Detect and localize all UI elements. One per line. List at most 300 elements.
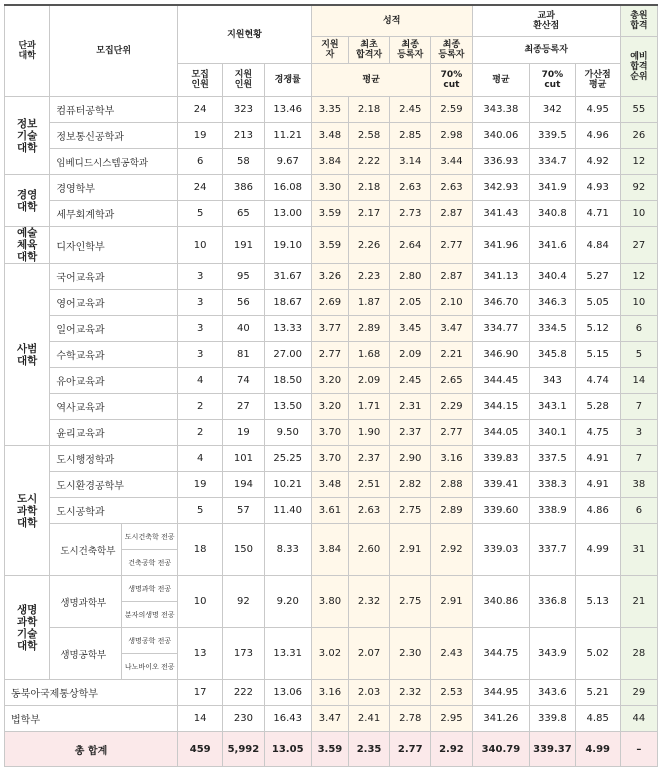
cell-quota: 19 [178, 123, 223, 149]
cell-g1: 2.77 [311, 342, 348, 368]
unit-name: 수학교육과 [50, 342, 178, 368]
cell-g4: 2.21 [431, 342, 472, 368]
cell-quota: 3 [178, 290, 223, 316]
cell-g2: 1.71 [348, 394, 389, 420]
cell-g2: 2.18 [348, 175, 389, 201]
cell-applicants: 323 [223, 97, 264, 123]
cell-g1: 3.70 [311, 420, 348, 446]
cell-g3: 2.31 [390, 394, 431, 420]
table-row [5, 149, 658, 175]
college-cell: 생명 과학 기술 대학 [5, 576, 50, 680]
cell-c1: 339.60 [472, 498, 530, 524]
cell-r: 28 [620, 628, 657, 680]
cell-comp: 25.25 [264, 446, 311, 472]
cell-g2: 2.22 [348, 149, 389, 175]
header-applicant: 지원 자 [311, 37, 348, 64]
cell-g4: 2.77 [431, 420, 472, 446]
cell-quota: 3 [178, 316, 223, 342]
cell-c3: 4.85 [575, 706, 620, 732]
unit-name: 동북아국제통상학부 [5, 680, 178, 706]
cell-g2: 1.90 [348, 420, 389, 446]
cell-c1: 344.95 [472, 680, 530, 706]
cell-r: 12 [620, 149, 657, 175]
track-name: 분자의생명 전공 [122, 602, 178, 628]
cell-c2: 340.1 [530, 420, 575, 446]
cell-applicants: 92 [223, 576, 264, 628]
table-row [5, 628, 658, 654]
unit-name: 일어교육과 [50, 316, 178, 342]
table-row [5, 576, 658, 602]
header-final-reg: 최종 등록자 [390, 37, 431, 64]
table-row [5, 498, 658, 524]
cell-g2: 2.51 [348, 472, 389, 498]
cell-g4: 2.92 [431, 524, 472, 576]
total-applicants: 5,992 [223, 732, 264, 767]
cell-applicants: 173 [223, 628, 264, 680]
cell-g1: 3.20 [311, 368, 348, 394]
table-row [5, 175, 658, 201]
cell-c1: 341.96 [472, 227, 530, 264]
cell-applicants: 27 [223, 394, 264, 420]
cell-c3: 4.99 [575, 524, 620, 576]
unit-name: 컴퓨터공학부 [50, 97, 178, 123]
header-grade-avg: 평균 [311, 64, 430, 97]
total-r: – [620, 732, 657, 767]
header-applicants-group: 지원현황 [178, 5, 312, 64]
cell-c3: 5.28 [575, 394, 620, 420]
cell-applicants: 230 [223, 706, 264, 732]
cell-g1: 3.77 [311, 316, 348, 342]
track-name: 건축공학 전공 [122, 550, 178, 576]
cell-g4: 2.10 [431, 290, 472, 316]
cell-c3: 4.93 [575, 175, 620, 201]
cell-comp: 9.20 [264, 576, 311, 628]
cell-applicants: 81 [223, 342, 264, 368]
cell-c3: 5.27 [575, 264, 620, 290]
header-conv-cut70: 70% cut [530, 64, 575, 97]
cell-comp: 19.10 [264, 227, 311, 264]
cell-g4: 2.87 [431, 201, 472, 227]
cell-g1: 3.70 [311, 446, 348, 472]
cell-quota: 10 [178, 227, 223, 264]
cell-c2: 337.7 [530, 524, 575, 576]
cell-r: 26 [620, 123, 657, 149]
cell-comp: 18.50 [264, 368, 311, 394]
cell-g1: 3.48 [311, 472, 348, 498]
cell-g3: 2.80 [390, 264, 431, 290]
cell-g2: 2.23 [348, 264, 389, 290]
cell-c1: 339.83 [472, 446, 530, 472]
cell-applicants: 95 [223, 264, 264, 290]
cell-applicants: 74 [223, 368, 264, 394]
cell-c2: 339.5 [530, 123, 575, 149]
cell-c3: 5.15 [575, 342, 620, 368]
cell-comp: 13.33 [264, 316, 311, 342]
cell-g3: 3.14 [390, 149, 431, 175]
cell-g2: 2.89 [348, 316, 389, 342]
table-row [5, 342, 658, 368]
cell-r: 7 [620, 446, 657, 472]
cell-g2: 2.26 [348, 227, 389, 264]
unit-name: 영어교육과 [50, 290, 178, 316]
cell-c1: 334.77 [472, 316, 530, 342]
table-row [5, 706, 658, 732]
cell-comp: 11.40 [264, 498, 311, 524]
cell-c3: 4.91 [575, 472, 620, 498]
cell-g2: 1.68 [348, 342, 389, 368]
track-name: 생명공학 전공 [122, 628, 178, 654]
cell-g3: 3.45 [390, 316, 431, 342]
cell-c3: 4.92 [575, 149, 620, 175]
total-g4: 2.92 [431, 732, 472, 767]
cell-g2: 1.87 [348, 290, 389, 316]
cell-applicants: 58 [223, 149, 264, 175]
cell-comp: 31.67 [264, 264, 311, 290]
cell-c2: 343 [530, 368, 575, 394]
cell-r: 27 [620, 227, 657, 264]
cell-c1: 344.15 [472, 394, 530, 420]
header-min-admit: 최초 합격자 [348, 37, 389, 64]
cell-g1: 3.59 [311, 201, 348, 227]
cell-c2: 336.8 [530, 576, 575, 628]
cell-g2: 2.63 [348, 498, 389, 524]
total-c1: 340.79 [472, 732, 530, 767]
cell-g3: 2.30 [390, 628, 431, 680]
cell-g4: 2.29 [431, 394, 472, 420]
header-competition: 경쟁률 [264, 64, 311, 97]
cell-g4: 2.53 [431, 680, 472, 706]
cell-r: 12 [620, 264, 657, 290]
cell-applicants: 19 [223, 420, 264, 446]
cell-c3: 4.86 [575, 498, 620, 524]
cell-g4: 2.88 [431, 472, 472, 498]
cell-c3: 5.13 [575, 576, 620, 628]
cell-comp: 10.21 [264, 472, 311, 498]
table-row [5, 316, 658, 342]
cell-applicants: 150 [223, 524, 264, 576]
cell-c1: 344.75 [472, 628, 530, 680]
total-label: 총 합계 [5, 732, 178, 767]
cell-applicants: 222 [223, 680, 264, 706]
cell-quota: 6 [178, 149, 223, 175]
cell-comp: 11.21 [264, 123, 311, 149]
college-cell: 정보 기술 대학 [5, 97, 50, 175]
cell-g4: 3.16 [431, 446, 472, 472]
cell-g4: 2.98 [431, 123, 472, 149]
header-final-reg-group: 최종등록자 [472, 37, 620, 64]
cell-g2: 2.37 [348, 446, 389, 472]
cell-g3: 2.82 [390, 472, 431, 498]
cell-g3: 2.75 [390, 498, 431, 524]
cell-g3: 2.32 [390, 680, 431, 706]
cell-g3: 2.09 [390, 342, 431, 368]
cell-comp: 27.00 [264, 342, 311, 368]
table-row [5, 264, 658, 290]
cell-comp: 8.33 [264, 524, 311, 576]
unit-name: 생명과학부 [50, 576, 122, 628]
header-college: 단과 대학 [5, 5, 50, 97]
cell-quota: 3 [178, 264, 223, 290]
cell-r: 21 [620, 576, 657, 628]
unit-name: 윤리교육과 [50, 420, 178, 446]
cell-c2: 342 [530, 97, 575, 123]
cell-quota: 2 [178, 394, 223, 420]
unit-name: 도시건축학부 [50, 524, 122, 576]
cell-comp: 13.46 [264, 97, 311, 123]
table-row [5, 123, 658, 149]
track-name: 도시건축학 전공 [122, 524, 178, 550]
cell-g3: 2.75 [390, 576, 431, 628]
cell-r: 7 [620, 394, 657, 420]
cell-g4: 2.77 [431, 227, 472, 264]
cell-c1: 336.93 [472, 149, 530, 175]
cell-g2: 2.58 [348, 123, 389, 149]
college-cell: 경영 대학 [5, 175, 50, 227]
cell-applicants: 56 [223, 290, 264, 316]
cell-g3: 2.64 [390, 227, 431, 264]
cell-c2: 338.9 [530, 498, 575, 524]
cell-quota: 17 [178, 680, 223, 706]
header-quota: 모집 인원 [178, 64, 223, 97]
unit-name: 정보통신공학과 [50, 123, 178, 149]
unit-name: 법학부 [5, 706, 178, 732]
cell-c1: 340.86 [472, 576, 530, 628]
cell-c1: 342.93 [472, 175, 530, 201]
cell-g3: 2.91 [390, 524, 431, 576]
total-c2: 339.37 [530, 732, 575, 767]
cell-c2: 343.6 [530, 680, 575, 706]
cell-quota: 4 [178, 446, 223, 472]
total-g1: 3.59 [311, 732, 348, 767]
header-conv-avg: 평균 [472, 64, 530, 97]
unit-name: 국어교육과 [50, 264, 178, 290]
cell-quota: 24 [178, 97, 223, 123]
cell-c3: 4.75 [575, 420, 620, 446]
cell-comp: 13.00 [264, 201, 311, 227]
total-c3: 4.99 [575, 732, 620, 767]
cell-g3: 2.05 [390, 290, 431, 316]
unit-name: 디자인학부 [50, 227, 178, 264]
cell-r: 55 [620, 97, 657, 123]
cell-g4: 2.95 [431, 706, 472, 732]
cell-applicants: 57 [223, 498, 264, 524]
cell-comp: 9.50 [264, 420, 311, 446]
cell-comp: 16.43 [264, 706, 311, 732]
cell-g2: 2.07 [348, 628, 389, 680]
cell-quota: 18 [178, 524, 223, 576]
cell-r: 6 [620, 316, 657, 342]
cell-c3: 5.05 [575, 290, 620, 316]
cell-comp: 9.67 [264, 149, 311, 175]
total-g3: 2.77 [390, 732, 431, 767]
track-name: 생명과학 전공 [122, 576, 178, 602]
cell-g1: 3.61 [311, 498, 348, 524]
cell-c3: 4.84 [575, 227, 620, 264]
cell-g1: 3.26 [311, 264, 348, 290]
cell-c1: 340.06 [472, 123, 530, 149]
cell-applicants: 191 [223, 227, 264, 264]
header-applicants: 지원 인원 [223, 64, 264, 97]
cell-c3: 5.02 [575, 628, 620, 680]
cell-g1: 3.80 [311, 576, 348, 628]
track-name: 나노바이오 전공 [122, 654, 178, 680]
header-unit: 모집단위 [50, 5, 178, 97]
cell-r: 3 [620, 420, 657, 446]
cell-quota: 13 [178, 628, 223, 680]
table-row [5, 472, 658, 498]
cell-g3: 2.45 [390, 368, 431, 394]
unit-name: 유아교육과 [50, 368, 178, 394]
table-row [5, 420, 658, 446]
cell-g1: 3.84 [311, 149, 348, 175]
cell-r: 29 [620, 680, 657, 706]
cell-c1: 343.38 [472, 97, 530, 123]
cell-c1: 341.26 [472, 706, 530, 732]
cell-comp: 13.06 [264, 680, 311, 706]
cell-g2: 2.60 [348, 524, 389, 576]
table-row [5, 97, 658, 123]
table-row [5, 446, 658, 472]
cell-c1: 346.90 [472, 342, 530, 368]
table-row [5, 368, 658, 394]
cell-g2: 2.03 [348, 680, 389, 706]
cell-c2: 343.1 [530, 394, 575, 420]
cell-c3: 4.95 [575, 97, 620, 123]
cell-quota: 5 [178, 201, 223, 227]
cell-g2: 2.32 [348, 576, 389, 628]
cell-c1: 339.03 [472, 524, 530, 576]
cell-quota: 10 [178, 576, 223, 628]
cell-c3: 4.71 [575, 201, 620, 227]
cell-quota: 14 [178, 706, 223, 732]
unit-name: 도시공학과 [50, 498, 178, 524]
unit-name: 경영학부 [50, 175, 178, 201]
cell-c2: 338.3 [530, 472, 575, 498]
cell-c1: 344.45 [472, 368, 530, 394]
admissions-results-table [4, 4, 658, 767]
cell-quota: 3 [178, 342, 223, 368]
cell-r: 10 [620, 201, 657, 227]
cell-g4: 2.65 [431, 368, 472, 394]
cell-applicants: 101 [223, 446, 264, 472]
cell-g2: 2.41 [348, 706, 389, 732]
cell-g4: 2.89 [431, 498, 472, 524]
unit-name: 세무회계학과 [50, 201, 178, 227]
cell-g4: 2.59 [431, 97, 472, 123]
table-body [5, 97, 658, 767]
cell-applicants: 386 [223, 175, 264, 201]
total-row [5, 732, 658, 767]
header-final-reg-2: 최종 등록자 [431, 37, 472, 64]
cell-c3: 4.74 [575, 368, 620, 394]
cell-applicants: 65 [223, 201, 264, 227]
cell-r: 31 [620, 524, 657, 576]
header-total-group: 총원 합격 [620, 5, 657, 37]
header-grade-cut70: 70% cut [431, 64, 472, 97]
cell-g3: 2.37 [390, 420, 431, 446]
cell-quota: 19 [178, 472, 223, 498]
cell-g3: 2.73 [390, 201, 431, 227]
unit-name: 도시환경공학부 [50, 472, 178, 498]
cell-g3: 2.63 [390, 175, 431, 201]
cell-r: 6 [620, 498, 657, 524]
cell-c2: 339.8 [530, 706, 575, 732]
cell-comp: 13.31 [264, 628, 311, 680]
cell-c1: 339.41 [472, 472, 530, 498]
cell-applicants: 40 [223, 316, 264, 342]
cell-c2: 341.6 [530, 227, 575, 264]
cell-g3: 2.85 [390, 123, 431, 149]
cell-g1: 3.30 [311, 175, 348, 201]
cell-comp: 13.50 [264, 394, 311, 420]
cell-c2: 340.4 [530, 264, 575, 290]
unit-name: 역사교육과 [50, 394, 178, 420]
header-converted-group: 교과 환산점 [472, 5, 620, 37]
unit-name: 생명공학부 [50, 628, 122, 680]
cell-r: 38 [620, 472, 657, 498]
cell-r: 44 [620, 706, 657, 732]
cell-c1: 344.05 [472, 420, 530, 446]
cell-g1: 3.16 [311, 680, 348, 706]
cell-r: 10 [620, 290, 657, 316]
cell-g4: 3.44 [431, 149, 472, 175]
cell-r: 92 [620, 175, 657, 201]
unit-name: 임베디드시스템공학과 [50, 149, 178, 175]
cell-g1: 3.35 [311, 97, 348, 123]
cell-c2: 345.8 [530, 342, 575, 368]
cell-c3: 5.12 [575, 316, 620, 342]
unit-name: 도시행정학과 [50, 446, 178, 472]
cell-comp: 18.67 [264, 290, 311, 316]
cell-quota: 5 [178, 498, 223, 524]
table-row [5, 290, 658, 316]
cell-quota: 4 [178, 368, 223, 394]
college-cell: 예술 체육 대학 [5, 227, 50, 264]
cell-g1: 3.47 [311, 706, 348, 732]
cell-c2: 337.5 [530, 446, 575, 472]
college-cell: 도시 과학 대학 [5, 446, 50, 576]
table-row [5, 227, 658, 264]
table-row [5, 524, 658, 550]
cell-g1: 3.02 [311, 628, 348, 680]
header-reserve-rank: 예비 합격 순위 [620, 37, 657, 97]
cell-r: 14 [620, 368, 657, 394]
cell-quota: 24 [178, 175, 223, 201]
cell-g4: 2.91 [431, 576, 472, 628]
cell-applicants: 194 [223, 472, 264, 498]
cell-g1: 3.84 [311, 524, 348, 576]
college-cell: 사범 대학 [5, 264, 50, 446]
cell-applicants: 213 [223, 123, 264, 149]
cell-g4: 3.47 [431, 316, 472, 342]
table-row [5, 394, 658, 420]
header-grades-group: 성적 [311, 5, 472, 37]
cell-c3: 5.21 [575, 680, 620, 706]
cell-g2: 2.18 [348, 97, 389, 123]
cell-c3: 4.91 [575, 446, 620, 472]
cell-c2: 343.9 [530, 628, 575, 680]
table-row [5, 680, 658, 706]
total-comp: 13.05 [264, 732, 311, 767]
table-row [5, 201, 658, 227]
cell-g4: 2.87 [431, 264, 472, 290]
cell-g3: 2.45 [390, 97, 431, 123]
cell-c2: 340.8 [530, 201, 575, 227]
cell-g3: 2.90 [390, 446, 431, 472]
cell-c1: 341.43 [472, 201, 530, 227]
cell-quota: 2 [178, 420, 223, 446]
cell-g1: 3.20 [311, 394, 348, 420]
